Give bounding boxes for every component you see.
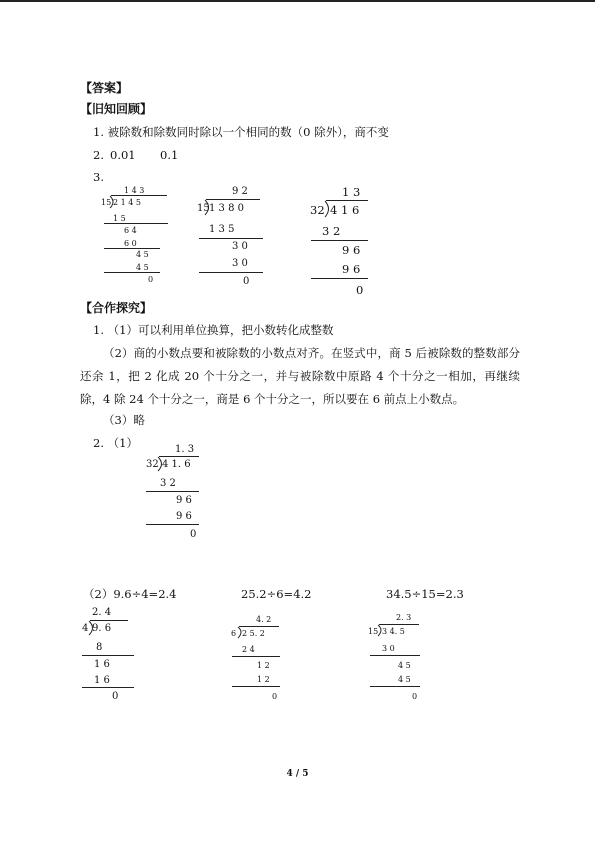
explore-q2-part1: 2. （1） xyxy=(93,436,138,450)
step-rule xyxy=(232,656,280,657)
review-q2-answer-a: 0.01 xyxy=(110,148,136,162)
quotient: 9 2 xyxy=(232,186,248,197)
step-rule xyxy=(146,524,199,525)
review-q1: 1. 被除数和除数同时除以一个相同的数（0 除外），商不变 xyxy=(93,125,389,139)
dividend: 4 1. 6 xyxy=(162,459,191,470)
dividend: 4 1 6 xyxy=(330,203,360,217)
review-q2-number: 2. xyxy=(93,148,104,162)
step-rule xyxy=(370,655,420,656)
step-row: 8 xyxy=(96,642,103,653)
review-q3-number: 3. xyxy=(93,170,104,184)
equation-2: 25.2÷6=4.2 xyxy=(241,587,312,601)
step-rule xyxy=(104,223,168,224)
top-rule xyxy=(0,0,595,2)
step-row: 1 2 xyxy=(257,661,270,670)
review-heading: 【旧知回顾】 xyxy=(80,102,153,116)
equation-1: （2）9.6÷4=2.4 xyxy=(83,587,177,601)
step-row: 1 6 xyxy=(94,675,110,686)
step-row: 3 2 xyxy=(322,224,341,238)
step-row: 9 6 xyxy=(342,243,361,257)
step-row: 6 4 xyxy=(124,226,137,235)
quotient: 2. 3 xyxy=(396,613,412,622)
step-row: 1 2 xyxy=(257,675,270,684)
divisor: 15 xyxy=(101,198,112,207)
quotient: 4. 2 xyxy=(256,615,272,624)
division-bar xyxy=(90,620,128,621)
division-bar xyxy=(159,456,199,457)
step-rule xyxy=(82,655,134,656)
step-rule xyxy=(199,238,263,239)
divisor: 6 xyxy=(231,629,237,638)
step-rule xyxy=(370,686,420,687)
quotient: 1. 3 xyxy=(175,444,195,455)
equation-3: 34.5÷15=2.3 xyxy=(386,587,464,601)
quotient: 1 3 xyxy=(342,185,361,199)
step-row: 2 4 xyxy=(242,645,255,654)
step-row: 6 0 xyxy=(124,239,137,248)
step-rule xyxy=(232,686,280,687)
step-rule xyxy=(311,278,368,279)
step-row: 3 2 xyxy=(160,478,176,489)
explore-q1-part3: （3）略 xyxy=(103,413,145,427)
step-row: 4 5 xyxy=(398,661,411,670)
division-bar xyxy=(379,624,419,625)
review-q2-answer-b: 0.1 xyxy=(160,148,179,162)
step-row: 0 xyxy=(148,275,154,284)
answer-heading: 【答案】 xyxy=(80,81,129,95)
step-row: 0 xyxy=(190,529,197,540)
step-rule xyxy=(82,687,134,688)
explore-q1-part1: 1. （1）可以利用单位换算，把小数转化成整数 xyxy=(93,323,334,337)
dividend: 9. 6 xyxy=(92,623,112,634)
step-row: 1 3 5 xyxy=(209,224,235,235)
divisor: 4 xyxy=(82,623,89,634)
step-row: 0 xyxy=(272,692,278,701)
step-row: 0 xyxy=(112,691,119,702)
divisor: 15 xyxy=(197,203,210,214)
dividend: 2 1 4 5 xyxy=(113,198,141,207)
step-row: 0 xyxy=(243,276,250,287)
step-row: 0 xyxy=(356,283,364,297)
step-row: 4 5 xyxy=(398,675,411,684)
dividend: 1 3 8 0 xyxy=(209,203,244,214)
divisor: 32 xyxy=(310,203,325,217)
explore-q1-part2: （2）商的小数点要和被除数的小数点对齐。在竖式中，商 5 后被除数的整数部分还余 1，把 2 化成 20 个十分之一，并与被除数中原路 4 个十分之一相加，再继续除，4 除 24 个十分之一，商是 6 个十分之一，所以要在 6 前点上小数点。 xyxy=(80,346,520,406)
quotient: 2. 4 xyxy=(92,607,112,618)
step-row: 4 5 xyxy=(136,263,149,272)
explore-heading: 【合作探究】 xyxy=(80,301,153,315)
step-row: 9 6 xyxy=(342,262,361,276)
step-row: 9 6 xyxy=(176,511,192,522)
dividend: 2 5. 2 xyxy=(242,629,265,638)
step-row: 0 xyxy=(412,692,418,701)
step-rule xyxy=(311,240,368,241)
step-row: 1 5 xyxy=(113,214,126,223)
division-bar xyxy=(239,626,279,627)
step-rule xyxy=(199,272,263,273)
division-bar xyxy=(206,199,260,200)
step-rule xyxy=(104,272,160,273)
step-row: 3 0 xyxy=(232,241,248,252)
step-row: 1 6 xyxy=(94,659,110,670)
step-rule xyxy=(146,491,199,492)
step-rule xyxy=(104,248,160,249)
divisor: 15 xyxy=(368,627,379,636)
step-row: 9 6 xyxy=(176,495,192,506)
step-row: 3 0 xyxy=(382,644,395,653)
divisor: 32 xyxy=(146,459,159,470)
dividend: 3 4. 5 xyxy=(382,627,405,636)
quotient: 1 4 3 xyxy=(124,186,145,195)
step-row: 4 5 xyxy=(136,250,149,259)
division-bar xyxy=(111,195,167,196)
step-row: 3 0 xyxy=(232,258,248,269)
division-bar xyxy=(326,200,368,201)
page-number: 4 / 5 xyxy=(286,769,309,779)
